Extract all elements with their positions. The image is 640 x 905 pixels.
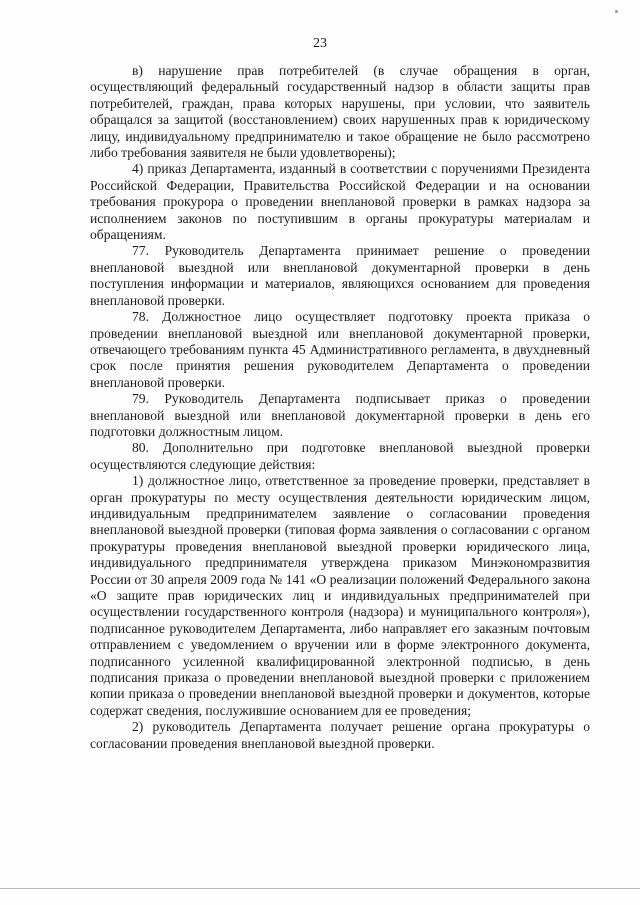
paragraph-80: 80. Дополнительно при подготовке внеплановой выездной проверки осуществляются следующие действия: [90,440,590,472]
page-number: 23 [313,36,327,51]
paragraph-item-4-order: 4) приказ Департамента, изданный в соответствии с поручениями Президента Российской Федерации, Правительства Российской Федерации и на основании требования прокурора о проведении внеплановой проверки в рамках надзора за исполнением законов по поступившим в органы прокуратуры материалам и обращениям. [90,161,590,243]
document-body [90,63,590,752]
paragraph-79: 79. Руководитель Департамента подписывает приказ о проведении внеплановой выездной или внеплановой документарной проверки в день его подготовки должностным лицом. [90,391,590,439]
paragraph-80-item-2: 2) руководитель Департамента получает решение органа прокуратуры о согласовании проведения внеплановой выездной проверки. [90,719,590,751]
page-bottom-edge [0,888,640,889]
paragraph-78: 78. Должностное лицо осуществляет подготовку проекта приказа о проведении внеплановой выездной или внеплановой документарной проверки, отвечающего требованиям пункта 45 Административного регламента, в двухдневный срок после принятия решения руководителем Департамента о проведении внеплановой проверки. [90,309,590,390]
paragraph-violation-consumer-rights: в) нарушение прав потребителей (в случае обращения в орган, осуществляющий федеральный государственный надзор в области защиты прав потребителей, граждан, права которых нарушены, при условии, что заявитель обращался за защитой (восстановлением) своих нарушенных прав к юридическому лицу, индивидуальному предпринимателю и такое обращение не было рассмотрено либо требования заявителя не были удовлетворены); [90,63,590,161]
scan-speck [615,10,618,13]
paragraph-77: 77. Руководитель Департамента принимает решение о проведении внеплановой выездной или внеплановой документарной проверки в день поступления информации и материалов, являющихся основанием для проведения внеплановой проверки. [90,243,590,308]
paragraph-80-item-1: 1) должностное лицо, ответственное за проведение проверки, представляет в орган прокуратуры по месту осуществления деятельности юридическим лицом, индивидуальным предпринимателем заявление о согласовании проведения внеплановой выездной проверки (типовая форма заявления о согласовании с органом прокуратуры проведения внеплановой выездной проверки юридического лица, индивидуального предпринимателя утверждена приказом Минэкономразвития России от 30 апреля 2009 года № 141 «О реализации положений Федерального закона «О защите прав юридических лиц и индивидуальных предпринимателей при осуществлении государственного контроля (надзора) и муниципального контроля»), подписанное руководителем Департамента, либо направляет его заказным почтовым отправлением с уведомлением о вручении или в форме электронного документа, подписанного усиленной квалифицированной электронной подписью, в день подписания приказа о проведении внеплановой выездной проверки с приложением копии приказа о проведении внеплановой выездной проверки и документов, которые содержат сведения, послужившие основанием для ее проведения; [90,473,590,718]
